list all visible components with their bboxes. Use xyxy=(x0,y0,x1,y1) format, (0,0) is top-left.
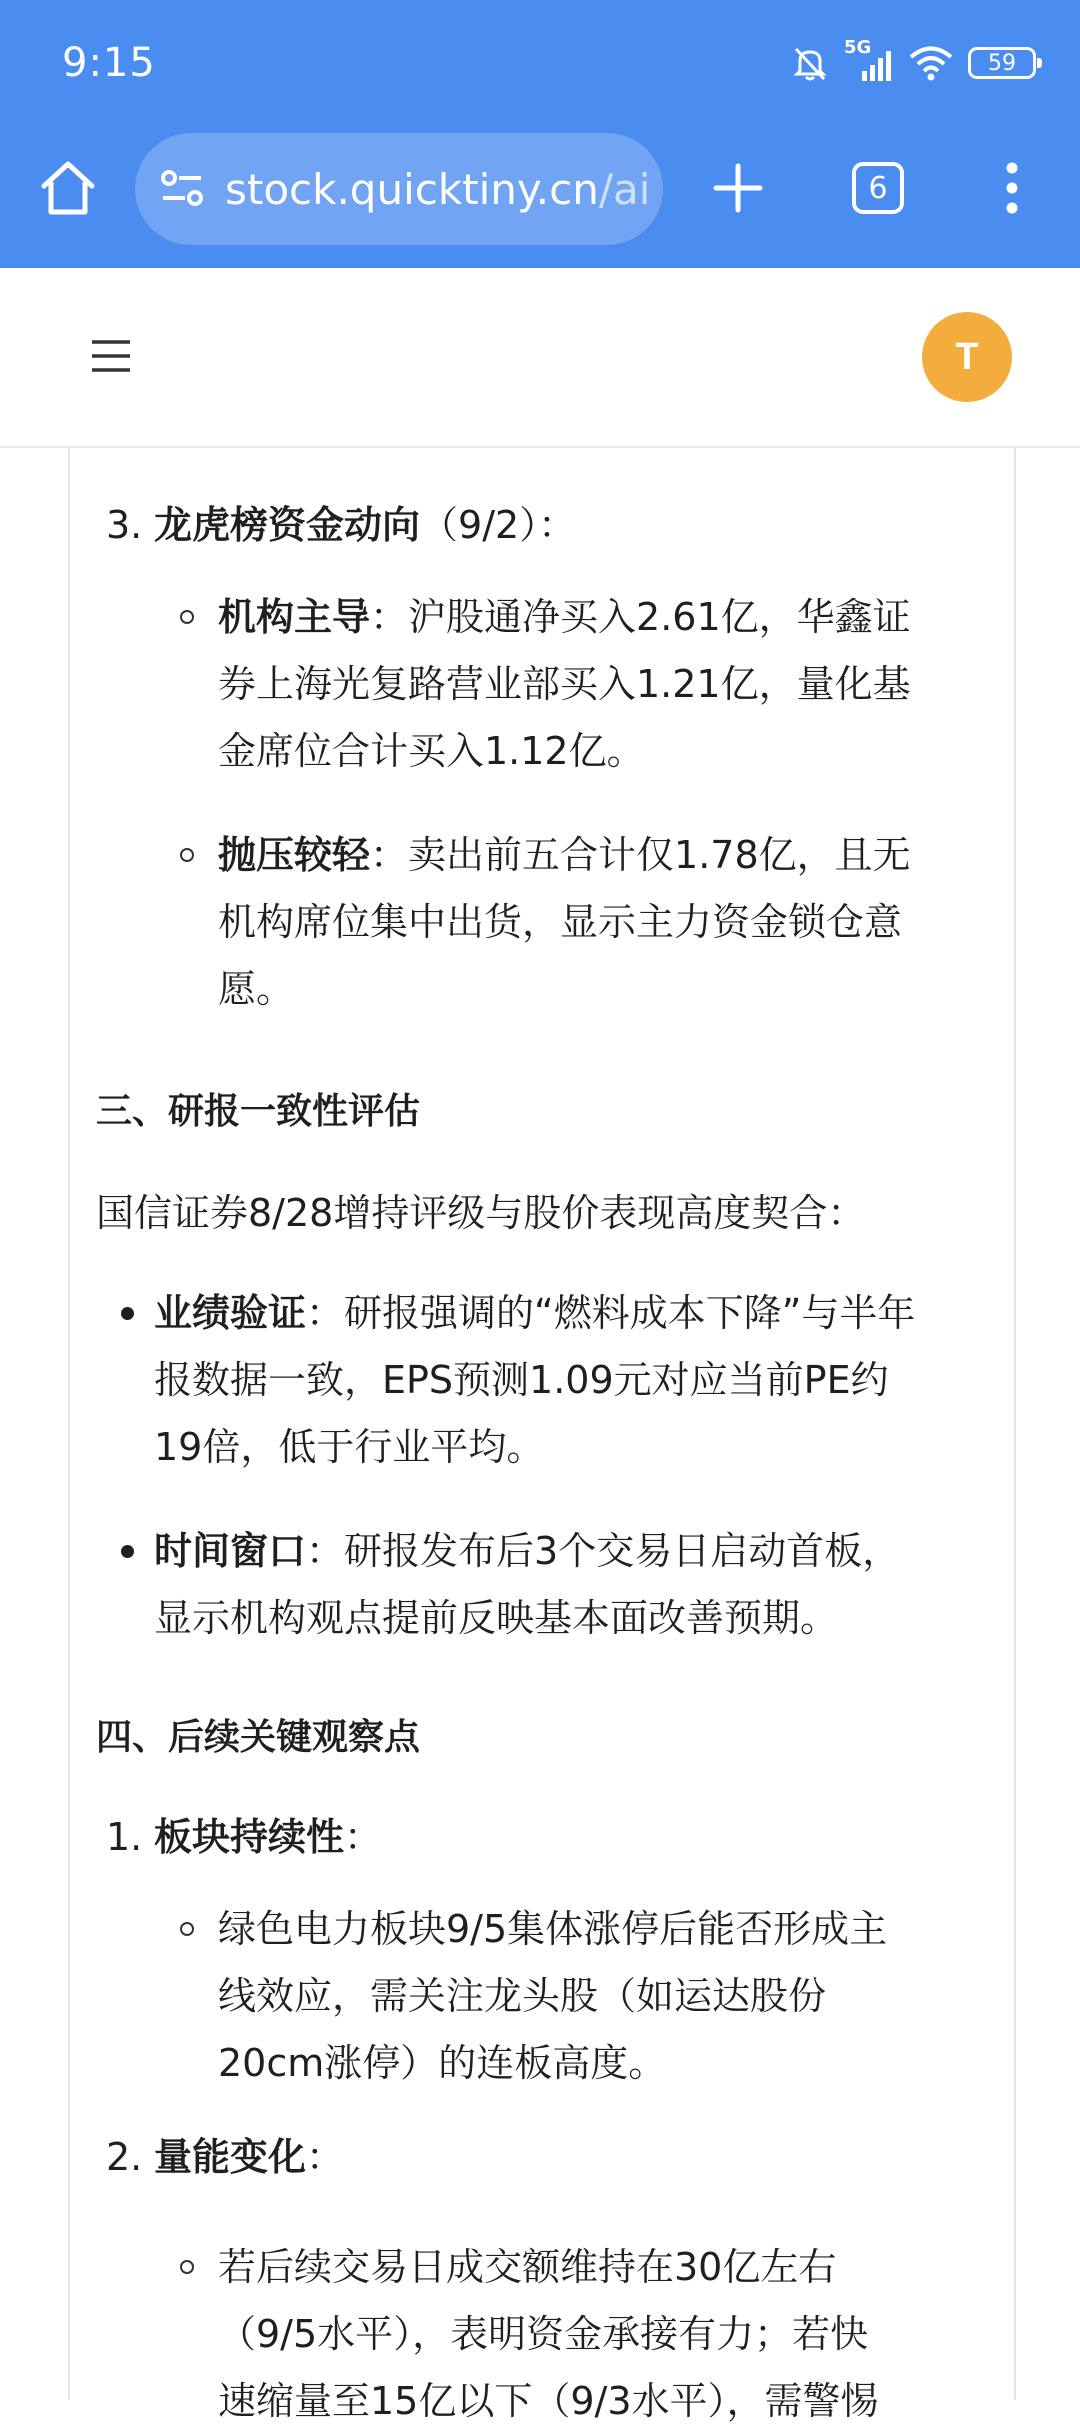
sub-item xyxy=(218,1896,1008,2097)
item-number: 3. xyxy=(106,503,143,547)
bullet-item xyxy=(154,1280,1014,1481)
sub-item-bold: 机构主导 xyxy=(218,595,371,639)
disc-bullet xyxy=(121,1545,134,1558)
article-card xyxy=(68,448,1016,2423)
signal-strength xyxy=(844,37,894,83)
sub-item xyxy=(218,2234,1008,2435)
tab-count: 6 xyxy=(868,170,888,206)
browser-toolbar xyxy=(0,130,1080,250)
avatar-letter: T xyxy=(955,335,979,378)
item-heading-line xyxy=(154,1804,382,1871)
sub-item xyxy=(218,584,1008,785)
new-tab-icon[interactable] xyxy=(706,156,770,220)
bullet-line xyxy=(154,1280,1014,1347)
sub-line xyxy=(218,822,1008,889)
item-title: 板块持续性 xyxy=(154,1815,345,1859)
bullet-line: 19倍，低于行业平均。 xyxy=(154,1425,545,1469)
item-heading-line xyxy=(154,2124,344,2191)
wifi-icon xyxy=(908,44,954,82)
section-heading: 四、后续关键观察点 xyxy=(96,1717,421,1758)
bullet-line-text: ：研报发布后3个交易日启动首板， xyxy=(306,1529,901,1573)
bullet-bold: 业绩验证 xyxy=(154,1291,307,1335)
sub-line: 愿。 xyxy=(218,967,295,1011)
sub-line: 金席位合计买入1.12亿。 xyxy=(218,729,645,773)
url-text xyxy=(225,165,650,214)
circle-bullet xyxy=(180,2260,194,2274)
address-bar[interactable] xyxy=(135,133,663,245)
bullet-line xyxy=(154,1518,1014,1585)
bullet-line: 报数据一致，EPS预测1.09元对应当前PE约 xyxy=(154,1358,889,1402)
sub-line: 若后续交易日成交额维持在30亿左右 xyxy=(218,2245,837,2289)
sub-line-text: ：沪股通净买入2.61亿，华鑫证 xyxy=(370,595,911,639)
sub-item-bold: 抛压较轻 xyxy=(218,833,371,877)
sub-line: 线效应，需关注龙头股（如运达股份 xyxy=(218,1974,827,2018)
sub-line: （9/5水平），表明资金承接有力；若快 xyxy=(218,2312,869,2356)
hamburger-menu-icon[interactable] xyxy=(90,336,132,376)
item-heading-line xyxy=(154,492,576,559)
home-icon[interactable] xyxy=(36,156,100,220)
item-title: 龙虎榜资金动向 xyxy=(154,503,421,547)
site-settings-icon[interactable] xyxy=(157,164,207,214)
item-suffix: ： xyxy=(306,2135,345,2179)
site-header xyxy=(0,268,1080,448)
bullet-line-text: ：研报强调的“燃料成本下降”与半年 xyxy=(306,1291,916,1335)
circle-bullet xyxy=(180,1922,194,1936)
tab-switcher-button[interactable] xyxy=(852,162,904,214)
sub-line: 速缩量至15亿以下（9/3水平），需警惕 xyxy=(218,2379,879,2423)
circle-bullet xyxy=(180,610,194,624)
item-number: 2. xyxy=(106,2135,143,2179)
menu-dots-icon[interactable] xyxy=(988,156,1036,220)
mute-bell-icon xyxy=(790,43,830,83)
browser-chrome xyxy=(0,0,1080,268)
bullet-bold: 时间窗口 xyxy=(154,1529,307,1573)
bullet-item xyxy=(154,1518,1014,1652)
url-path: /ai xyxy=(598,164,651,214)
sub-line: 20cm涨停）的连板高度。 xyxy=(218,2041,667,2085)
section-intro: 国信证券8/28增持评级与股价表现高度契合： xyxy=(96,1191,866,1235)
bullet-line: 显示机构观点提前反映基本面改善预期。 xyxy=(154,1596,839,1640)
sub-line xyxy=(218,584,1008,651)
item-suffix: ： xyxy=(344,1815,383,1859)
status-icons xyxy=(790,38,1036,88)
sub-line: 券上海光复路营业部买入1.21亿，量化基 xyxy=(218,662,911,706)
network-type: 5G xyxy=(844,37,872,58)
user-avatar[interactable] xyxy=(922,312,1012,402)
item-title: 量能变化 xyxy=(154,2135,307,2179)
circle-bullet xyxy=(180,848,194,862)
section-heading: 三、研报一致性评估 xyxy=(96,1091,421,1132)
battery-indicator xyxy=(968,47,1036,79)
sub-item xyxy=(218,822,1008,1023)
item-suffix: （9/2）： xyxy=(420,503,577,547)
item-number: 1. xyxy=(106,1815,143,1859)
signal-bars-icon xyxy=(844,43,894,83)
battery-level: 59 xyxy=(988,50,1016,76)
url-domain: stock.quicktiny.cn xyxy=(225,164,599,214)
sub-line: 绿色电力板块9/5集体涨停后能否形成主 xyxy=(218,1907,888,1951)
sub-line: 机构席位集中出货，显示主力资金锁仓意 xyxy=(218,900,903,944)
status-time: 9:15 xyxy=(62,40,156,86)
sub-line-text: ：卖出前五合计仅1.78亿，且无 xyxy=(370,833,911,877)
disc-bullet xyxy=(121,1307,134,1320)
